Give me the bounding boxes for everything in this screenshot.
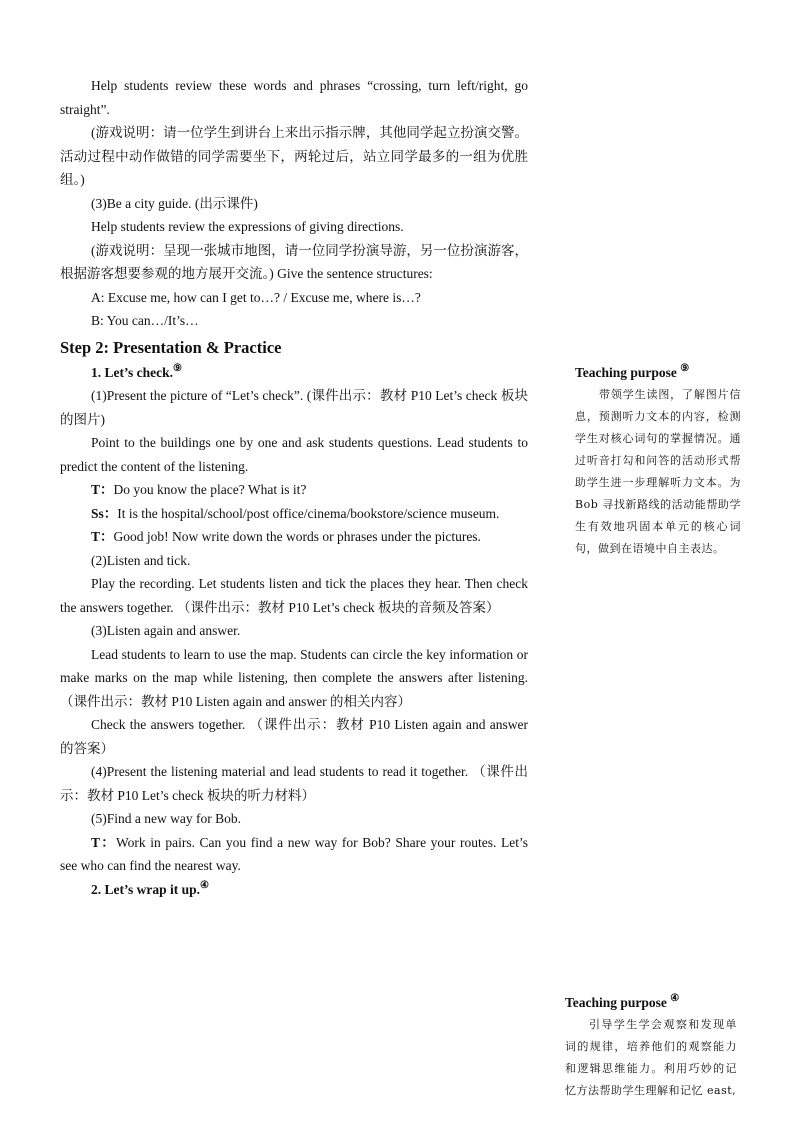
dialogue-text: Work in pairs. Can you find a new way for Bob? Share your routes. Let’s see who can find the nearest way. (60, 834, 528, 873)
step2-heading: Step 2: Presentation & Practice (60, 337, 282, 357)
paragraph-review-expressions: Help students review the expressions of giving directions. (91, 219, 404, 234)
paragraph-city-guide: (3)Be a city guide. (出示课件) (91, 195, 258, 211)
dialogue-students (60, 502, 528, 526)
dialogue-teacher-3 (60, 831, 528, 878)
teaching-purpose-note-2 (565, 992, 737, 1102)
section-title-text: 1. Let’s check. (91, 364, 173, 380)
paragraph-review-words: Help students review these words and phrases “crossing, turn left/right, go straight”. (60, 78, 528, 117)
paragraph-use-map: Lead students to learn to use the map. Students can circle the key information or make marks on the map while listening, then complete the answers after listening. （课件出示：教材 P10 Listen again and answer 的相关内容） (60, 646, 528, 709)
dialogue-text: Do you know the place? What is it? (113, 482, 307, 497)
dialogue-teacher-2 (60, 525, 528, 549)
note-title (575, 362, 741, 384)
note-title-text: Teaching purpose (575, 365, 677, 380)
note-body: 引导学生学会观察和发现单词的规律，培养他们的观察能力和逻辑思维能力。利用巧妙的记忆方法帮助学生理解和记忆 east, (565, 1018, 737, 1097)
footnote-marker: ⑨ (680, 363, 690, 374)
paragraph-listen-again: (3)Listen again and answer. (91, 623, 241, 638)
dialogue-text: Good job! Now write down the words or phrases under the pictures. (113, 529, 481, 544)
speaker-label: T： (91, 834, 116, 850)
main-content (60, 74, 528, 901)
dialogue-text: It is the hospital/school/post office/cinema/bookstore/science museum. (117, 505, 500, 521)
paragraph-present-picture: (1)Present the picture of “Let’s check”. (课件出示：教材 P10 Let’s check 板块的图片) (60, 388, 528, 427)
paragraph-sentence-b: B: You can…/It’s… (91, 313, 199, 328)
dialogue-teacher-1 (60, 478, 528, 502)
speaker-label: Ss： (91, 505, 118, 521)
speaker-label: T： (91, 482, 114, 497)
paragraph-present-material: (4)Present the listening material and lead students to read it together. （课件出示：教材 P10 Let’s check 板块的听力材料） (60, 764, 528, 803)
paragraph-game-instructions-1: (游戏说明：请一位学生到讲台上来出示指示牌，其他同学起立扮演交警。活动过程中动作做错的同学需要坐下，两轮过后，站立同学最多的一组为优胜组。) (60, 125, 528, 187)
paragraph-game-instructions-2: (游戏说明：呈现一张城市地图，请一位同学扮演导游，另一位扮演游客，根据游客想要参观的地方展开交流。) Give the sentence structures: (60, 242, 528, 281)
footnote-marker: ④ (200, 879, 209, 891)
paragraph-play-recording: Play the recording. Let students listen and tick the places they hear. Then check the answers together. （课件出示：教材 P10 Let’s check 板块的音频及答案） (60, 576, 528, 615)
paragraph-listen-tick: (2)Listen and tick. (91, 552, 191, 568)
section-lets-check-title (60, 361, 528, 385)
speaker-label: T： (91, 529, 114, 544)
footnote-marker: ④ (670, 993, 680, 1004)
note-title (565, 992, 737, 1014)
paragraph-sentence-a: A: Excuse me, how can I get to…? / Excuse me, where is…? (91, 289, 421, 305)
paragraph-check-answers: Check the answers together. （课件出示：教材 P10 Listen again and answer 的答案） (60, 717, 528, 756)
paragraph-point-buildings: Point to the buildings one by one and ask students questions. Lead students to predict the content of the listening. (60, 435, 528, 474)
teaching-purpose-note-1 (575, 362, 741, 560)
section-wrap-up-title (60, 878, 528, 902)
footnote-marker: ⑨ (172, 362, 182, 374)
paragraph-find-new-way: (5)Find a new way for Bob. (91, 811, 241, 826)
section-title-text: 2. Let’s wrap it up. (91, 881, 201, 897)
note-title-text: Teaching purpose (565, 995, 667, 1010)
note-body: 带领学生读图，了解图片信息，预测听力文本的内容，检测学生对核心词句的掌握情况。通过听音打勾和问答的活动形式帮助学生进一步理解听力文本。为 Bob 寻找新路线的活动能帮助学生有效地巩固本单元的核心词句，做到在语境中自主表达。 (575, 388, 741, 555)
